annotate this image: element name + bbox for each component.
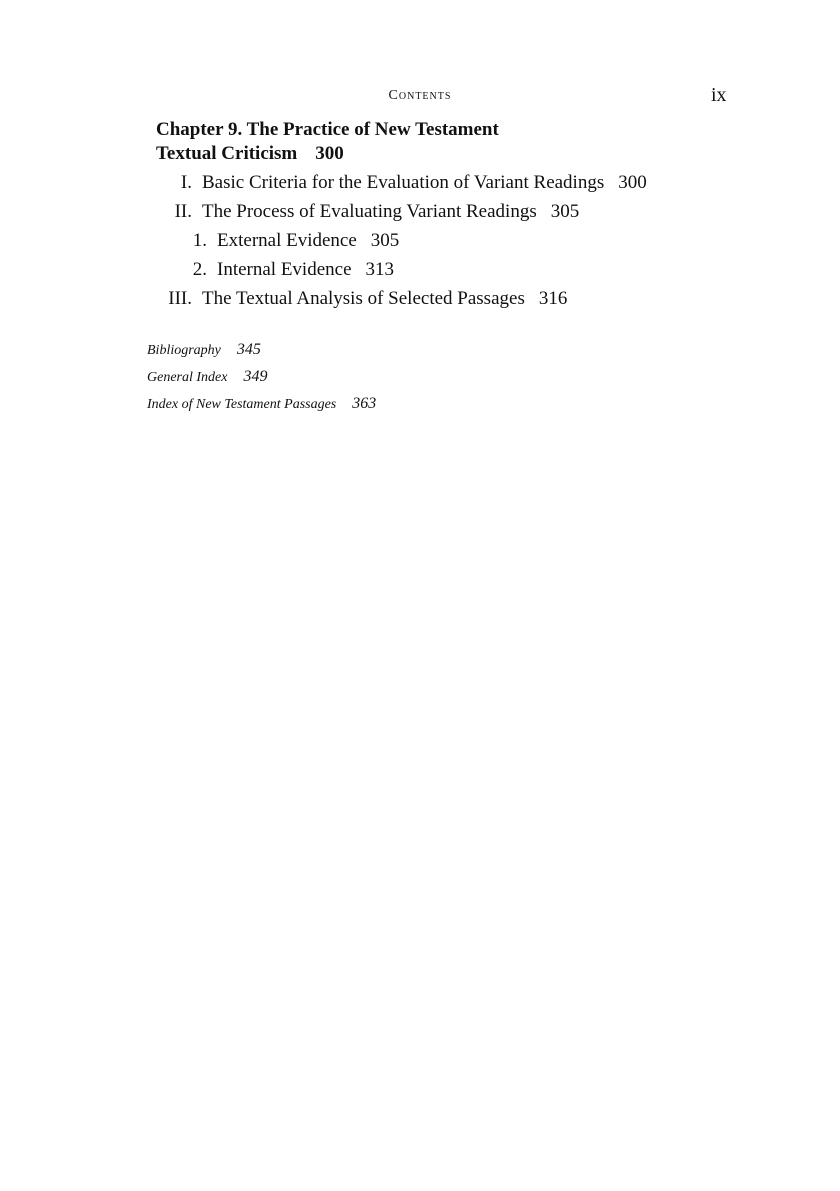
back-matter-title: Bibliography xyxy=(147,343,221,358)
toc-entry-numeral: I. xyxy=(180,172,192,193)
toc-entry-title: Internal Evidence xyxy=(217,259,352,280)
chapter-heading xyxy=(156,118,716,166)
running-title: Contents xyxy=(388,88,452,103)
chapter-heading-line2-text: Textual Criticism xyxy=(156,143,298,164)
toc-entry xyxy=(154,287,567,311)
toc-subentry xyxy=(184,229,399,253)
back-matter-page: 363 xyxy=(352,395,377,412)
toc-entry-numeral: 1. xyxy=(192,230,207,251)
back-matter-entry xyxy=(147,367,267,388)
toc-entry-title: The Textual Analysis of Selected Passages xyxy=(202,288,525,309)
running-head xyxy=(0,84,840,108)
toc-entry-page: 305 xyxy=(370,230,400,251)
back-matter-entry xyxy=(147,340,261,361)
toc-entry xyxy=(154,200,579,224)
toc-entry-title: External Evidence xyxy=(217,230,357,251)
toc-entry-numeral: II. xyxy=(174,201,192,222)
toc-subentry xyxy=(184,258,394,282)
toc-entry xyxy=(154,171,647,195)
back-matter-page: 349 xyxy=(243,368,268,385)
toc-entry-page: 316 xyxy=(538,288,568,309)
toc-entry-title: The Process of Evaluating Variant Readings xyxy=(202,201,537,222)
toc-entry-page: 313 xyxy=(365,259,395,280)
page-number: ix xyxy=(711,84,727,106)
back-matter-entry xyxy=(147,394,376,415)
back-matter-page: 345 xyxy=(236,341,261,358)
back-matter-title: General Index xyxy=(147,370,228,385)
chapter-page: 300 xyxy=(315,143,344,164)
back-matter-title: Index of New Testament Passages xyxy=(147,397,337,412)
toc-entry-page: 305 xyxy=(550,201,580,222)
toc-entry-title: Basic Criteria for the Evaluation of Variant Readings xyxy=(202,172,605,193)
chapter-heading-line1: Chapter 9. The Practice of New Testament xyxy=(156,119,499,140)
toc-entry-numeral: III. xyxy=(168,288,192,309)
toc-entry-page: 300 xyxy=(618,172,647,193)
toc-entry-numeral: 2. xyxy=(192,259,207,280)
chapter-heading-line2 xyxy=(156,142,716,166)
